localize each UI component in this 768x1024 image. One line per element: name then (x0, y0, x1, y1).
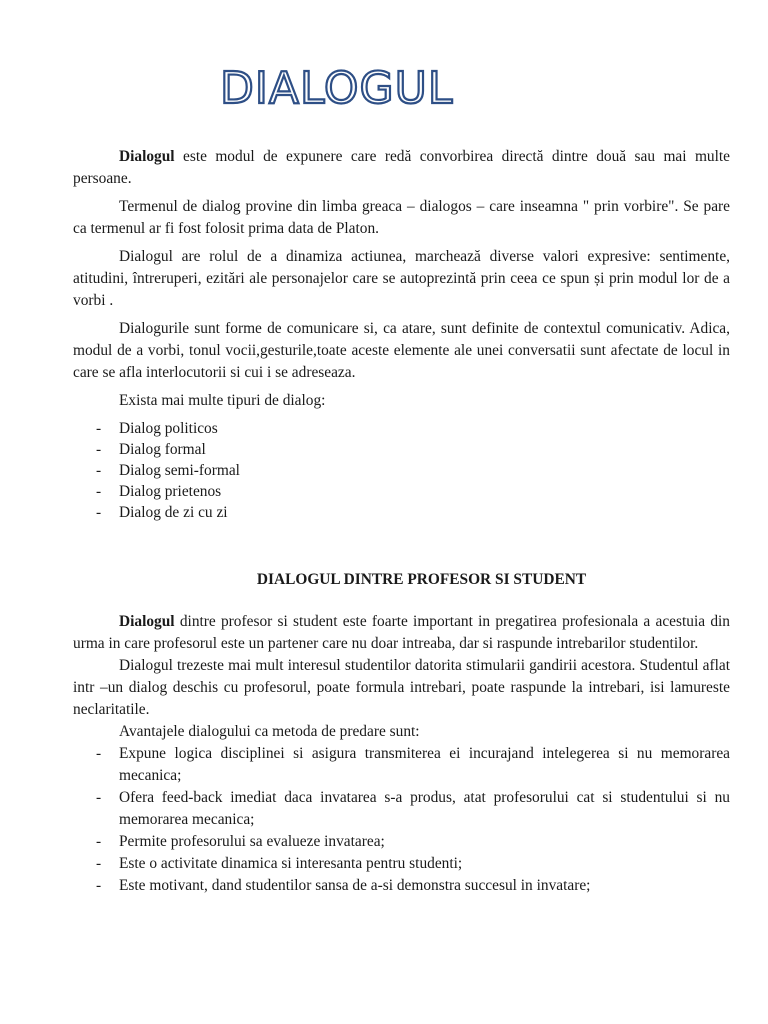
list-item-text: Dialog semi-formal (119, 462, 240, 479)
list-item (73, 831, 730, 853)
bullet-dash: - (96, 420, 102, 437)
bullet-dash: - (96, 504, 102, 521)
list-item (73, 787, 730, 831)
document-title (218, 62, 518, 112)
bullet-dash: - (96, 789, 102, 806)
list-item-text: Permite profesorului sa evalueze invatarea; (119, 833, 385, 850)
intro-p1-bold: Dialogul (119, 148, 175, 165)
list-item (73, 743, 730, 787)
list-item-text: Dialog formal (119, 441, 206, 458)
document-body (73, 146, 730, 897)
section-paragraph-2: Dialogul trezeste mai mult interesul studentilor datorita stimularii gandirii acestora. Studentul aflat intr –un dialog deschis cu profesorul, poate formula intrebari, poate raspunde la intrebari, isi lamureste neclaritatile. (73, 657, 730, 718)
bullet-dash: - (96, 745, 102, 762)
bullet-dash: - (96, 483, 102, 500)
list-item-text: Expune logica disciplinei si asigura transmiterea ei incurajand intelegerea si nu memorarea mecanica; (119, 745, 730, 784)
list-item (73, 460, 730, 481)
list-item (73, 853, 730, 875)
list-item-text: Dialog politicos (119, 420, 218, 437)
bullet-dash: - (96, 441, 102, 458)
list-item (73, 418, 730, 439)
list-item (73, 502, 730, 523)
list-item-text: Dialog de zi cu zi (119, 504, 228, 521)
section-paragraph-1 (73, 611, 730, 655)
title-text: DIALOGUL (220, 63, 454, 112)
intro-paragraph-3: Dialogul are rolul de a dinamiza actiunea, marchează diverse valori expresive: sentimente, atitudini, întreruperi, ezitări ale personajelor care se autoprezintă prin ceea ce spun și prin modul lor de a vorbi . (73, 248, 730, 309)
list-item-text: Este motivant, dand studentilor sansa de a-si demonstra succesul in invatare; (119, 877, 591, 894)
bullet-dash: - (96, 855, 102, 872)
bullet-dash: - (96, 833, 102, 850)
intro-p1-rest: este modul de expunere care redă convorbirea directă dintre două sau mai multe persoane. (73, 148, 730, 187)
bullet-dash: - (96, 877, 102, 894)
section-paragraph-3: Avantajele dialogului ca metoda de predare sunt: (119, 723, 420, 740)
section-p1-bold: Dialogul (119, 613, 175, 630)
intro-paragraph-5: Exista mai multe tipuri de dialog: (119, 392, 326, 409)
dialog-types-list (73, 418, 730, 523)
list-item (73, 875, 730, 897)
bullet-dash: - (96, 462, 102, 479)
section-p1-rest: dintre profesor si student este foarte important in pregatirea profesionala a acestuia din urma in care profesorul este un partener care nu doar intreaba, dar si raspunde intrebarilor studentilor. (73, 613, 730, 652)
intro-paragraph-4: Dialogurile sunt forme de comunicare si, ca atare, sunt definite de contextul comunicativ. Adica, modul de a vorbi, tonul vocii,gesturile,toate aceste elemente ale unei conversatii sunt afectate de locul in care se afla interlocutorii si cui i se adreseaza. (73, 320, 730, 381)
list-item (73, 439, 730, 460)
intro-paragraph-2: Termenul de dialog provine din limba greaca – dialogos – care inseamna " prin vorbire". Se pare ca termenul ar fi fost folosit prima data de Platon. (73, 198, 730, 237)
section-heading: DIALOGUL DINTRE PROFESOR SI STUDENT (256, 571, 587, 588)
list-item-text: Ofera feed-back imediat daca invatarea s-a produs, atat profesorului cat si studentului si nu memorarea mecanica; (119, 789, 730, 828)
intro-paragraph-1 (73, 146, 730, 190)
list-item-text: Dialog prietenos (119, 483, 222, 500)
list-item-text: Este o activitate dinamica si interesanta pentru studenti; (119, 855, 463, 872)
list-item (73, 481, 730, 502)
title-wordart (218, 62, 518, 112)
advantages-list (73, 743, 730, 897)
